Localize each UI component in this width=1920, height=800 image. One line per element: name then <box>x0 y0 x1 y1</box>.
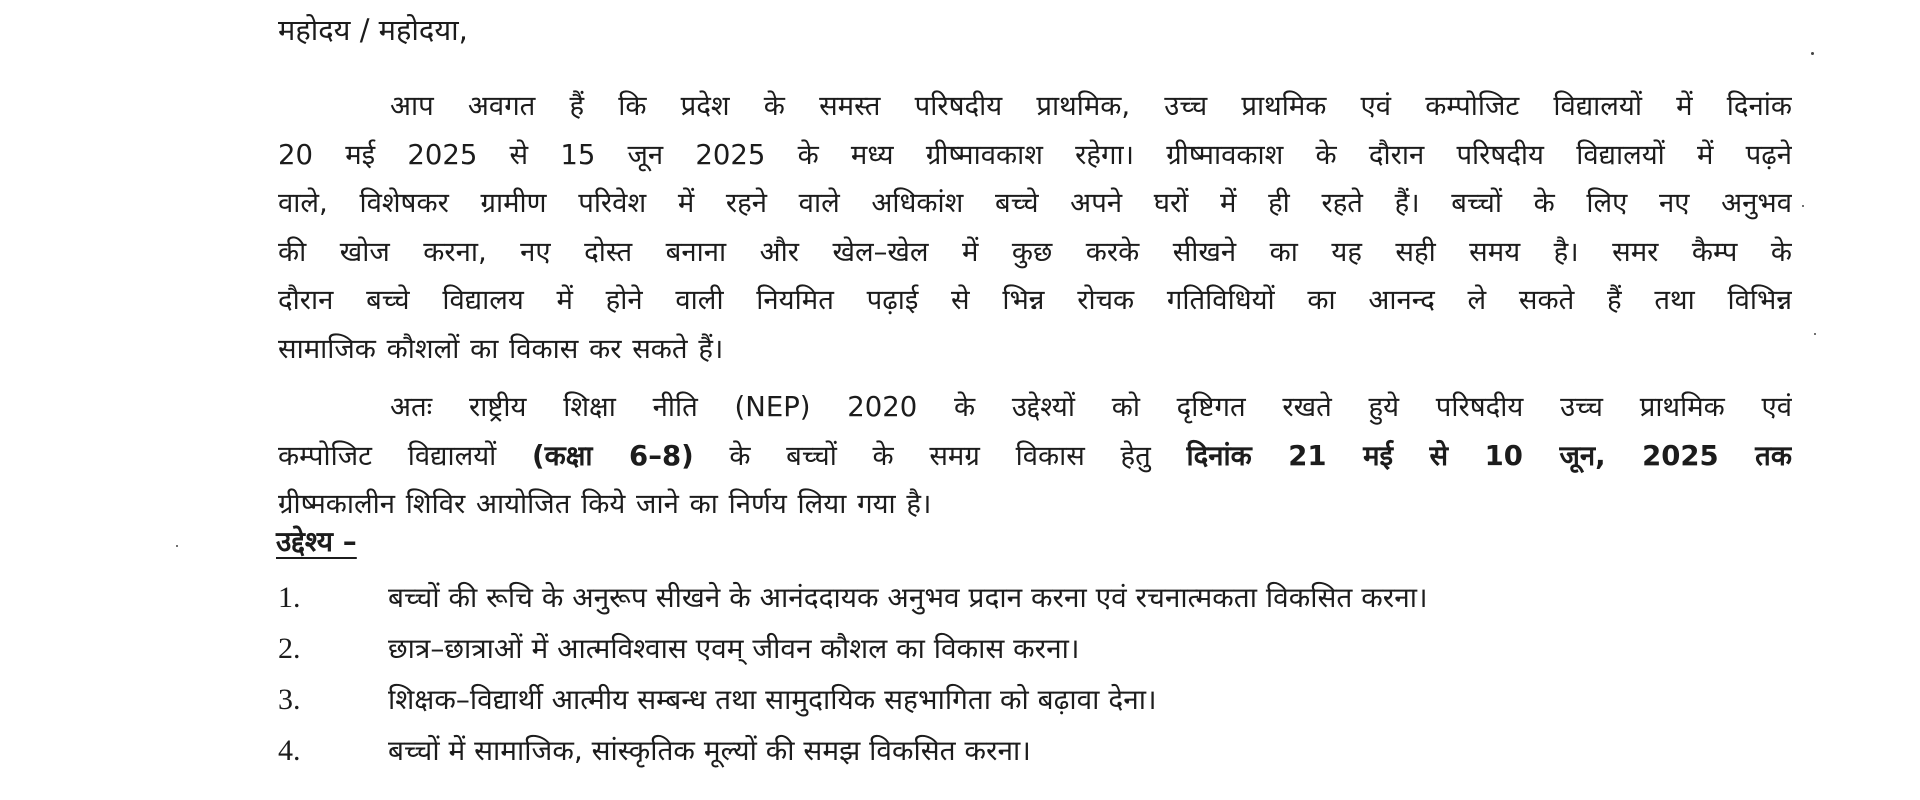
objectives-list <box>278 573 1798 777</box>
objective-number: 2. <box>278 632 301 665</box>
objective-item <box>278 624 1798 675</box>
objective-text: बच्चों में सामाजिक, सांस्कृतिक मूल्यों की समझ विकसित करना। <box>388 734 1031 767</box>
objective-number: 4. <box>278 734 301 767</box>
objective-text: शिक्षक–विद्यार्थी आत्मीय सम्बन्ध तथा सामुदायिक सहभागिता को बढ़ावा देना। <box>388 683 1157 716</box>
paragraph-line: दौरान बच्चे विद्यालय में होने वाली नियमित पढ़ाई से भिन्न रोचक गतिविधियों का आनन्द ले सकते हैं तथा विभिन्न <box>278 284 1792 317</box>
scan-speck <box>1811 52 1814 55</box>
scan-speck <box>1802 205 1804 207</box>
paragraph-line: की खोज करना, नए दोस्त बनाना और खेल–खेल में कुछ करके सीखने का यह सही समय है। समर कैम्प के <box>278 235 1792 268</box>
salutation: महोदय / महोदया, <box>278 13 468 47</box>
paragraph-line-with-dates <box>278 432 1792 481</box>
text-segment: के बच्चों के समग्र विकास हेतु <box>729 439 1151 472</box>
paragraph-line: ग्रीष्मकालीन शिविर आयोजित किये जाने का निर्णय लिया गया है। <box>278 488 932 521</box>
paragraph-line: आप अवगत हैं कि प्रदेश के समस्त परिषदीय प्राथमिक, उच्च प्राथमिक एवं कम्पोजिट विद्यालयों में दिनांक <box>390 90 1792 122</box>
paragraph-line: वाले, विशेषकर ग्रामीण परिवेश में रहने वाले अधिकांश बच्चे अपने घरों में ही रहते हैं। बच्चों के लिए नए अनुभव <box>278 187 1792 220</box>
objective-text: बच्चों की रूचि के अनुरूप सीखने के आनंददायक अनुभव प्रदान करना एवं रचनात्मकता विकसित करना। <box>388 581 1428 614</box>
text-segment: कम्पोजिट विद्यालयों <box>278 439 497 472</box>
objectives-heading: उद्देश्य – <box>276 525 357 558</box>
scan-speck <box>176 545 178 547</box>
camp-dates-bold: दिनांक 21 मई से 10 जून, 2025 तक <box>1186 439 1792 472</box>
paragraph-summer-vacation <box>278 82 1792 374</box>
objective-item <box>278 675 1798 726</box>
paragraph-summer-camp-decision <box>278 383 1792 529</box>
objective-item <box>278 573 1798 624</box>
scan-speck <box>1814 333 1816 335</box>
objective-number: 1. <box>278 581 301 614</box>
class-range-bold: (कक्षा 6–8) <box>532 439 694 472</box>
paragraph-line: अतः राष्ट्रीय शिक्षा नीति (NEP) 2020 के उद्देश्यों को दृष्टिगत रखते हुये परिषदीय उच्च प्राथमिक एवं <box>390 391 1792 423</box>
objective-item <box>278 726 1798 777</box>
paragraph-line: 20 मई 2025 से 15 जून 2025 के मध्य ग्रीष्मावकाश रहेगा। ग्रीष्मावकाश के दौरान परिषदीय विद्यालयों में पढ़ने <box>278 138 1792 171</box>
objective-text: छात्र–छात्राओं में आत्मविश्वास एवम् जीवन कौशल का विकास करना। <box>388 632 1080 665</box>
paragraph-line: सामाजिक कौशलों का विकास कर सकते हैं। <box>278 332 724 365</box>
objective-number: 3. <box>278 683 301 716</box>
